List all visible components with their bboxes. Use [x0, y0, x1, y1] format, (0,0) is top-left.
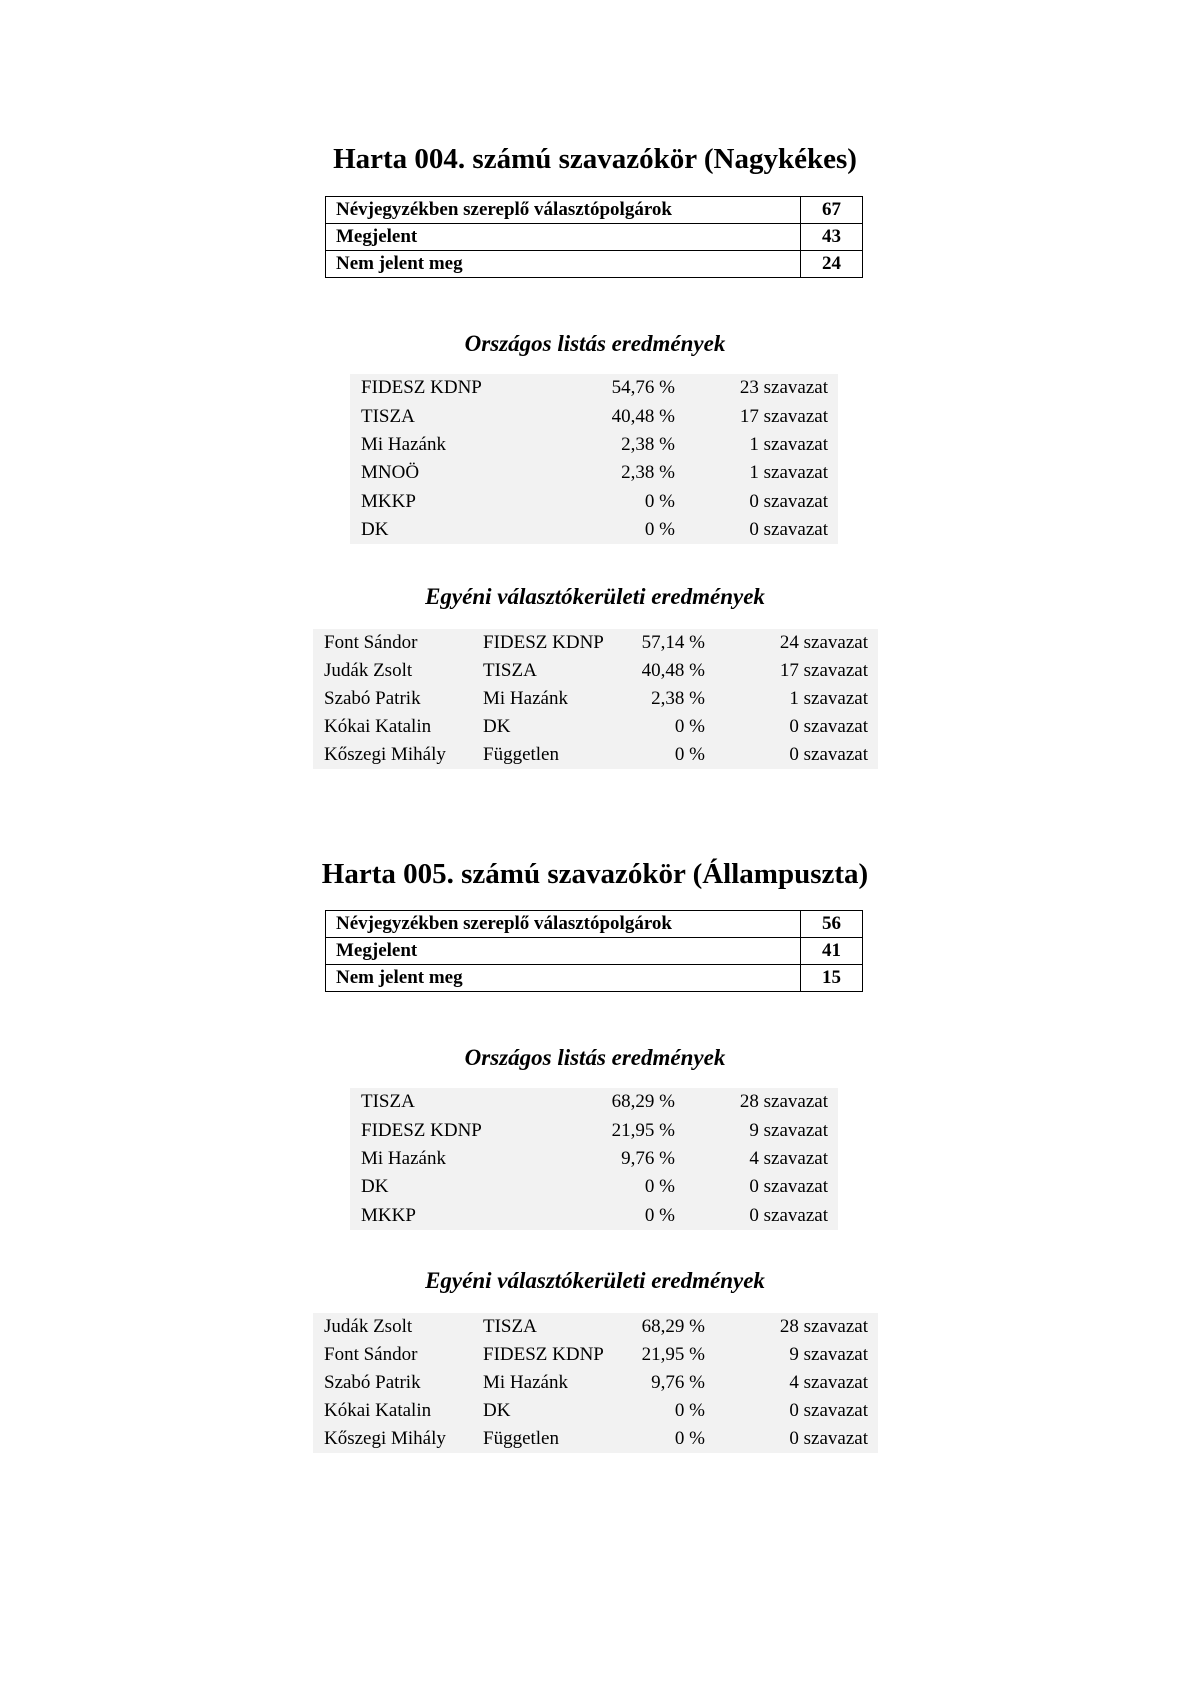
table-row [350, 1116, 838, 1144]
vote-percent: 54,76 % [611, 377, 675, 399]
candidate-name: Kőszegi Mihály [324, 744, 446, 765]
table-row [313, 629, 878, 657]
stat-value: 24 [801, 251, 863, 278]
vote-count: 9 szavazat [749, 1119, 828, 1141]
table-row [313, 1397, 878, 1425]
table-row [313, 1313, 878, 1341]
vote-percent: 0 % [644, 1176, 675, 1198]
turnout-table [325, 196, 863, 278]
party-name: Mi Hazánk [483, 1372, 568, 1393]
vote-count: 23 szavazat [739, 377, 828, 399]
vote-percent: 21,95 % [611, 1119, 675, 1141]
vote-count: 4 szavazat [749, 1147, 828, 1169]
table-row [350, 1173, 838, 1201]
stat-value: 56 [801, 911, 863, 938]
stat-label: Nem jelent meg [326, 965, 801, 992]
national-results-table [350, 374, 838, 544]
candidate-name: Szabó Patrik [324, 1372, 421, 1393]
vote-percent: 40,48 % [611, 405, 675, 427]
precinct-title: Harta 005. számú szavazókör (Állampuszta) [321, 858, 869, 890]
vote-percent: 9,76 % [621, 1147, 675, 1169]
party-name: Mi Hazánk [361, 433, 446, 455]
vote-count: 1 szavazat [789, 688, 868, 709]
party-name: FIDESZ KDNP [483, 1344, 604, 1365]
table-row [313, 1369, 878, 1397]
table-row [350, 1202, 838, 1230]
vote-count: 0 szavazat [749, 519, 828, 541]
vote-count: 17 szavazat [739, 405, 828, 427]
candidate-name: Judák Zsolt [324, 660, 413, 681]
vote-count: 0 szavazat [749, 1176, 828, 1198]
party-name: Mi Hazánk [483, 688, 568, 709]
table-row [313, 713, 878, 741]
vote-percent: 0 % [674, 1428, 705, 1449]
table-row [350, 374, 838, 402]
table-row [313, 1425, 878, 1453]
individual-results-heading: Egyéni választókerületi eredmények [425, 584, 765, 609]
table-row [313, 685, 878, 713]
vote-percent: 0 % [644, 519, 675, 541]
party-name: Független [483, 744, 559, 765]
candidate-name: Judák Zsolt [324, 1316, 413, 1337]
vote-count: 9 szavazat [789, 1344, 868, 1365]
vote-count: 0 szavazat [789, 1428, 868, 1449]
vote-count: 0 szavazat [789, 744, 868, 765]
vote-count: 0 szavazat [789, 716, 868, 737]
table-row [350, 1145, 838, 1173]
candidate-name: Kókai Katalin [324, 1400, 432, 1421]
table-row [313, 741, 878, 769]
table-row [326, 911, 863, 938]
vote-count: 28 szavazat [739, 1091, 828, 1113]
vote-percent: 0 % [674, 1400, 705, 1421]
individual-results-heading: Egyéni választókerületi eredmények [425, 1268, 765, 1293]
vote-percent: 40,48 % [641, 660, 705, 681]
table-row [350, 459, 838, 487]
national-results-heading: Országos listás eredmények [464, 1045, 726, 1070]
party-name: DK [361, 519, 389, 541]
vote-percent: 68,29 % [641, 1316, 705, 1337]
table-row [313, 1341, 878, 1369]
stat-label: Megjelent [326, 224, 801, 251]
stat-value: 43 [801, 224, 863, 251]
individual-results-table [313, 1313, 878, 1453]
vote-percent: 0 % [644, 1204, 675, 1226]
stat-label: Nem jelent meg [326, 251, 801, 278]
national-results-heading: Országos listás eredmények [464, 331, 726, 356]
stat-value: 41 [801, 938, 863, 965]
vote-percent: 2,38 % [621, 462, 675, 484]
stat-label: Névjegyzékben szereplő választópolgárok [326, 197, 801, 224]
vote-percent: 0 % [674, 716, 705, 737]
party-name: FIDESZ KDNP [483, 632, 604, 653]
vote-count: 1 szavazat [749, 462, 828, 484]
precinct-title: Harta 004. számú szavazókör (Nagykékes) [333, 143, 857, 175]
national-results-table [350, 1088, 838, 1230]
stat-value: 67 [801, 197, 863, 224]
party-name: TISZA [361, 1091, 415, 1113]
vote-count: 0 szavazat [749, 490, 828, 512]
party-name: DK [483, 1400, 511, 1421]
vote-count: 0 szavazat [789, 1400, 868, 1421]
individual-results-table [313, 629, 878, 769]
party-name: FIDESZ KDNP [361, 1119, 482, 1141]
vote-percent: 2,38 % [651, 688, 705, 709]
party-name: MKKP [361, 1204, 416, 1226]
table-row [350, 402, 838, 430]
vote-percent: 68,29 % [611, 1091, 675, 1113]
vote-percent: 57,14 % [641, 632, 705, 653]
stat-label: Névjegyzékben szereplő választópolgárok [326, 911, 801, 938]
table-row [350, 1088, 838, 1116]
vote-count: 1 szavazat [749, 433, 828, 455]
table-row [313, 657, 878, 685]
party-name: Mi Hazánk [361, 1147, 446, 1169]
table-row [326, 965, 863, 992]
candidate-name: Szabó Patrik [324, 688, 421, 709]
candidate-name: Kókai Katalin [324, 716, 432, 737]
table-row [326, 251, 863, 278]
candidate-name: Kőszegi Mihály [324, 1428, 446, 1449]
party-name: FIDESZ KDNP [361, 377, 482, 399]
vote-percent: 0 % [674, 744, 705, 765]
party-name: Független [483, 1428, 559, 1449]
party-name: MNOÖ [361, 462, 420, 484]
vote-percent: 2,38 % [621, 433, 675, 455]
vote-count: 0 szavazat [749, 1204, 828, 1226]
stat-label: Megjelent [326, 938, 801, 965]
vote-percent: 21,95 % [641, 1344, 705, 1365]
party-name: TISZA [361, 405, 415, 427]
party-name: TISZA [483, 660, 537, 681]
party-name: DK [483, 716, 511, 737]
party-name: TISZA [483, 1316, 537, 1337]
table-row [326, 197, 863, 224]
stat-value: 15 [801, 965, 863, 992]
table-row [350, 488, 838, 516]
table-row [350, 516, 838, 544]
vote-percent: 0 % [644, 490, 675, 512]
vote-count: 17 szavazat [779, 660, 868, 681]
vote-count: 28 szavazat [779, 1316, 868, 1337]
candidate-name: Font Sándor [324, 1344, 418, 1365]
vote-count: 24 szavazat [779, 632, 868, 653]
vote-percent: 9,76 % [651, 1372, 705, 1393]
party-name: MKKP [361, 490, 416, 512]
table-row [350, 431, 838, 459]
candidate-name: Font Sándor [324, 632, 418, 653]
party-name: DK [361, 1176, 389, 1198]
vote-count: 4 szavazat [789, 1372, 868, 1393]
table-row [326, 938, 863, 965]
table-row [326, 224, 863, 251]
turnout-table [325, 910, 863, 992]
